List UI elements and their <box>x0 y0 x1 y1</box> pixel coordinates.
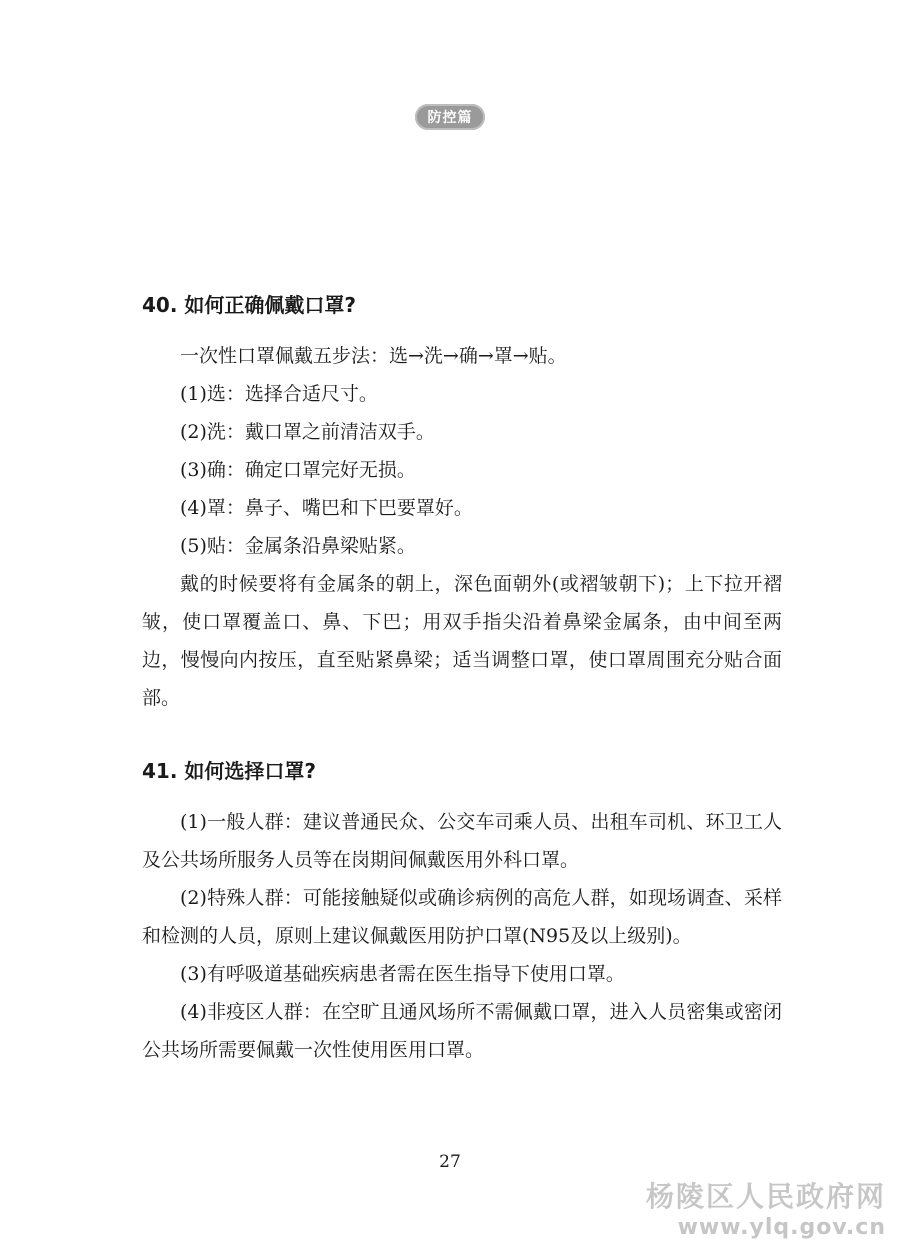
page-number: 27 <box>439 1152 461 1172</box>
question-40-intro: 一次性口罩佩戴五步法：选→洗→确→罩→贴。 <box>180 345 567 367</box>
step-check: (3)确：确定口罩完好无损。 <box>180 459 416 481</box>
item-general-public: (1)一般人群：建议普通民众、公交车司乘人员、出租车司机、环卫工人及公共场所服务人员等在岗期间佩戴医用外科口罩。 <box>142 811 782 871</box>
step-select: (1)选：选择合适尺寸。 <box>180 383 378 405</box>
item-special-groups: (2)特殊人群：可能接触疑似或确诊病例的高危人群，如现场调查、采样和检测的人员，原则上建议佩戴医用防护口罩(N95及以上级别)。 <box>142 887 782 947</box>
watermark-url: www.ylq.gov.cn <box>677 1215 886 1240</box>
section-badge: 防控篇 <box>415 104 485 130</box>
question-41-title: 41. 如何选择口罩? <box>142 759 316 783</box>
page-content <box>142 285 782 1069</box>
item-non-epidemic-area: (4)非疫区人群：在空旷且通风场所不需佩戴口罩，进入人员密集或密闭公共场所需要佩戴一次性使用医用口罩。 <box>142 1001 782 1061</box>
step-seal: (5)贴：金属条沿鼻梁贴紧。 <box>180 535 416 557</box>
question-40-details: 戴的时候要将有金属条的朝上，深色面朝外(或褶皱朝下)；上下拉开褶皱，使口罩覆盖口、鼻、下巴；用双手指尖沿着鼻梁金属条，由中间至两边，慢慢向内按压，直至贴紧鼻梁；适当调整口罩，使口罩周围充分贴合面部。 <box>142 573 782 709</box>
step-wash: (2)洗：戴口罩之前清洁双手。 <box>180 421 435 443</box>
question-40-title: 40. 如何正确佩戴口罩? <box>142 293 356 317</box>
watermark-name: 杨陵区人民政府网 <box>645 1180 886 1213</box>
watermark <box>646 1180 886 1242</box>
step-cover: (4)罩：鼻子、嘴巴和下巴要罩好。 <box>180 497 473 519</box>
item-respiratory-patients: (3)有呼吸道基础疾病患者需在医生指导下使用口罩。 <box>180 963 625 985</box>
